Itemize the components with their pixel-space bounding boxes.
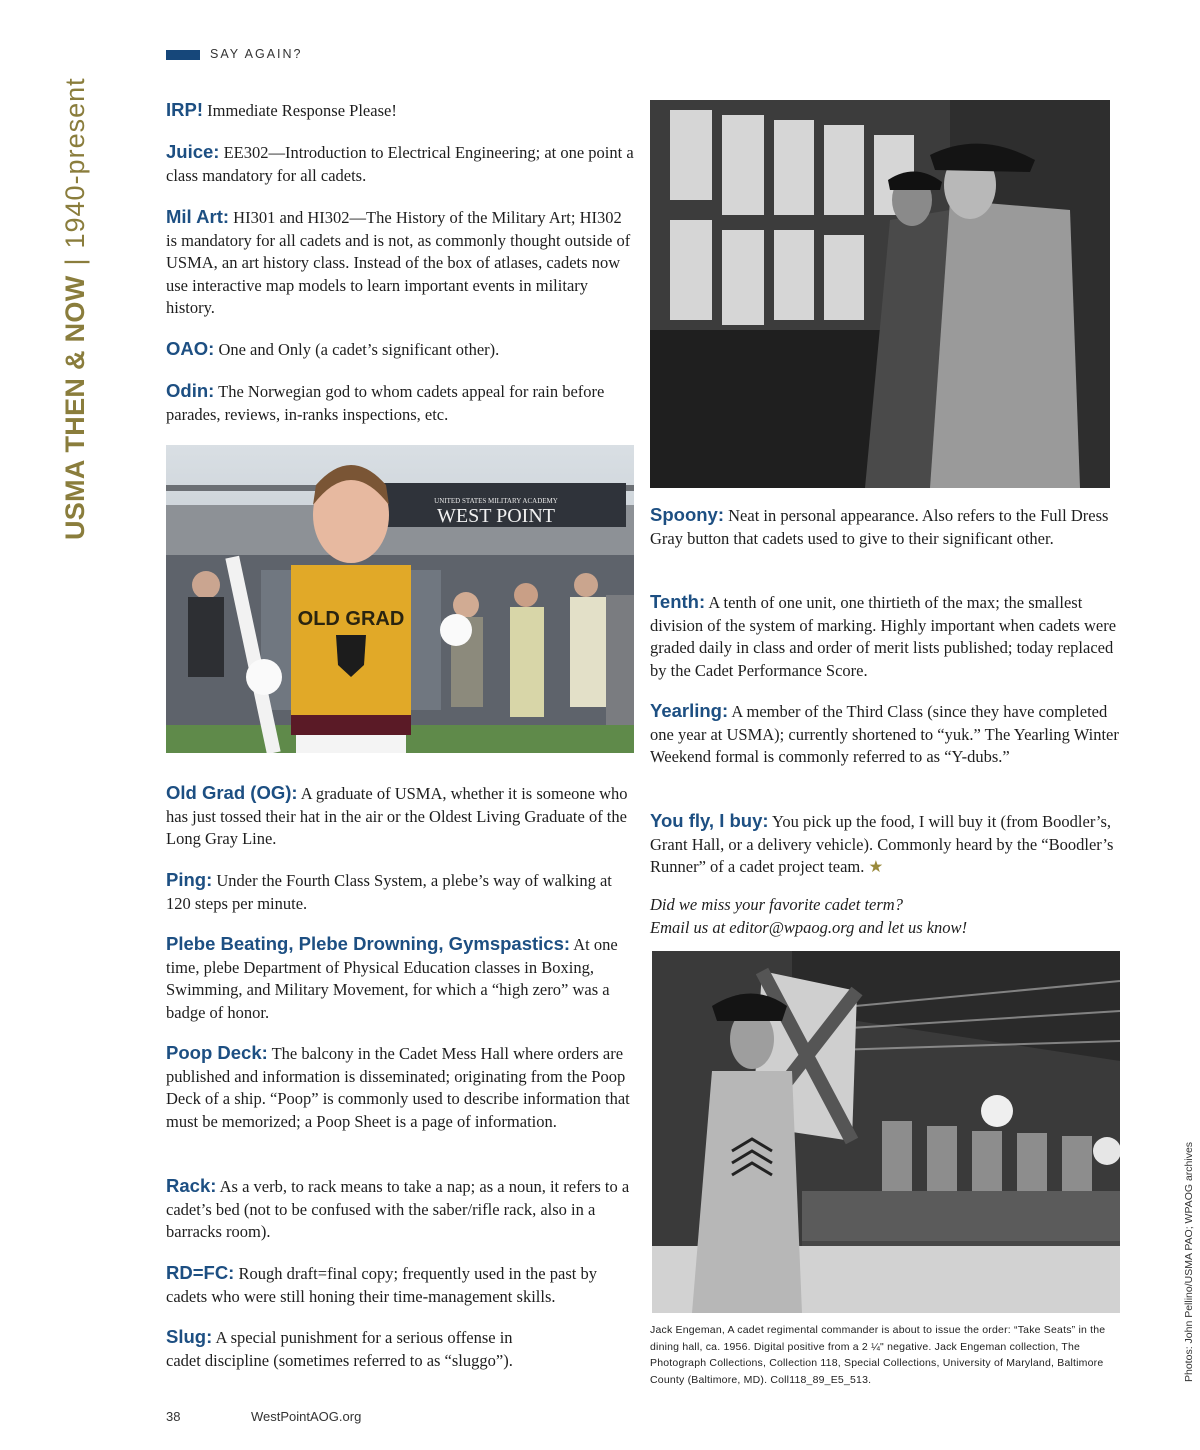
glossary-term: Poop Deck: — [166, 1042, 268, 1063]
page-number: 38 — [166, 1409, 181, 1424]
glossary-definition: Under the Fourth Class System, a plebe’s way of walking at 120 steps per minute. — [166, 871, 612, 913]
glossary-definition: At one time, plebe Department of Physical Education classes in Boxing, Swimming, and Military Movement, for which a “high zero” was a badge of honor. — [166, 935, 618, 1022]
glossary-entry-poop-deck — [166, 1042, 636, 1133]
reader-prompt — [650, 894, 1120, 939]
glossary-term: OAO: — [166, 338, 215, 359]
photo-old-grad-illustration — [166, 445, 634, 753]
glossary-term: Yearling: — [650, 700, 729, 721]
glossary-entry-yearling — [650, 700, 1120, 769]
glossary-term: Spoony: — [650, 504, 724, 525]
glossary-entry-slug — [166, 1326, 546, 1372]
side-title — [60, 77, 91, 540]
glossary-term: Ping: — [166, 869, 213, 890]
glossary-entry-irp — [166, 99, 636, 123]
end-star-icon: ★ — [868, 857, 884, 876]
glossary-entry-oao — [166, 338, 636, 362]
glossary-entry-ping — [166, 869, 636, 915]
glossary-term: Tenth: — [650, 591, 706, 612]
glossary-entry-spoony — [650, 504, 1120, 550]
glossary-definition: EE302—Introduction to Electrical Engineering; at one point a class mandatory for all cadets. — [166, 143, 634, 185]
glossary-entry-rd-fc — [166, 1262, 636, 1308]
glossary-term: RD=FC: — [166, 1262, 235, 1283]
glossary-definition: Neat in personal appearance. Also refers to the Full Dress Gray button that cadets used to give to their significant other. — [650, 506, 1109, 548]
glossary-entry-tenth — [650, 591, 1120, 682]
section-marker-bar — [166, 50, 200, 60]
shirt-text: OLD GRAD — [297, 608, 405, 630]
photo-mess-hall-commander — [652, 951, 1120, 1313]
glossary-term: Slug: — [166, 1326, 213, 1347]
glossary-definition: Immediate Response Please! — [203, 101, 397, 120]
glossary-entry-plebe-beating — [166, 933, 636, 1024]
glossary-definition: The Norwegian god to whom cadets appeal for rain before parades, reviews, in-ranks inspections, etc. — [166, 382, 605, 424]
banner-small-text: UNITED STATES MILITARY ACADEMY — [434, 497, 558, 505]
photo-old-grad-cadet — [166, 445, 634, 753]
glossary-term: You fly, I buy: — [650, 810, 769, 831]
glossary-term: Odin: — [166, 380, 215, 401]
side-title-years: 1940-present — [60, 77, 90, 249]
glossary-definition: A tenth of one unit, one thirtieth of the max; the smallest division of the system of marking. Highly important when cadets were graded daily in class and order of merit lists published; today replaced by the Cadet Performance Score. — [650, 593, 1117, 680]
glossary-definition: As a verb, to rack means to take a nap; as a noun, it refers to a cadet’s bed (not to be confused with the saber/rifle rack, also in a barracks room). — [166, 1177, 630, 1241]
photo-caption: Jack Engeman, A cadet regimental commander is about to issue the order: “Take Seats” in the dining hall, ca. 1956. Digital positive from a 2 ¼" negative. Jack Engeman collection, The Photograph Collections, Collection 118, Special Collections, University of Maryland, Baltimore County (Baltimore, MD). Coll118_89_E5_513. — [650, 1324, 1106, 1386]
glossary-definition: The balcony in the Cadet Mess Hall where orders are published and information is disseminated; originating from the Poop Deck of a ship. “Poop” is commonly used to describe information that must be memorized; a Poop Sheet is a page of information. — [166, 1044, 630, 1131]
glossary-entry-mil-art — [166, 206, 636, 320]
site-url-link[interactable]: WestPointAOG.org — [251, 1409, 362, 1424]
banner-west-point-text: WEST POINT — [437, 505, 555, 527]
photo-mess-hall-illustration — [652, 951, 1120, 1313]
glossary-entry-juice — [166, 141, 636, 187]
glossary-entry-rack — [166, 1175, 636, 1244]
photo-cadets-board-illustration — [650, 100, 1110, 488]
glossary-term: Juice: — [166, 141, 220, 162]
glossary-entry-you-fly-i-buy — [650, 810, 1120, 879]
prompt-email-line[interactable]: Email us at editor@wpaog.org and let us know! — [650, 917, 968, 937]
glossary-definition: One and Only (a cadet’s significant other). — [214, 340, 500, 359]
side-title-main: USMA THEN & NOW — [60, 275, 90, 540]
glossary-term: Rack: — [166, 1175, 217, 1196]
glossary-definition: Rough draft=final copy; frequently used in the past by cadets who were still honing their time-management skills. — [166, 1264, 597, 1306]
glossary-term: Old Grad (OG): — [166, 782, 298, 803]
glossary-definition: HI301 and HI302—The History of the Military Art; HI302 is mandatory for all cadets and is not, as commonly thought outside of USMA, an art history class. Instead of the box of atlases, cadets now use interactive map models to learn important events in military history. — [166, 208, 631, 317]
prompt-question: Did we miss your favorite cadet term? — [650, 895, 903, 914]
glossary-entry-old-grad — [166, 782, 636, 851]
glossary-term: IRP! — [166, 99, 203, 120]
photo-cadets-reading-board — [650, 100, 1110, 488]
section-label: SAY AGAIN? — [210, 47, 303, 61]
glossary-definition: A member of the Third Class (since they have completed one year at USMA); currently shortened to “yuk.” The Yearling Winter Weekend formal is commonly referred to as “Y-dubs.” — [650, 702, 1119, 766]
glossary-definition: You pick up the food, I will buy it (from Boodler’s, Grant Hall, or a delivery vehicle). Commonly heard by the “Boodler’s Runner” of a cadet project team. — [650, 812, 1114, 876]
photo-credit: Photos: John Pellino/USMA PAO; WPAOG archives — [1183, 1141, 1195, 1382]
glossary-definition: A graduate of USMA, whether it is someone who has just tossed their hat in the air or the Oldest Living Graduate of the Long Gray Line. — [166, 784, 628, 848]
glossary-term: Plebe Beating, Plebe Drowning, Gymspastics: — [166, 933, 571, 954]
glossary-entry-odin — [166, 380, 636, 426]
glossary-definition: A special punishment for a serious offense in cadet discipline (sometimes referred to as “sluggo”). — [166, 1328, 513, 1370]
side-title-separator: | — [60, 258, 90, 266]
glossary-term: Mil Art: — [166, 206, 230, 227]
